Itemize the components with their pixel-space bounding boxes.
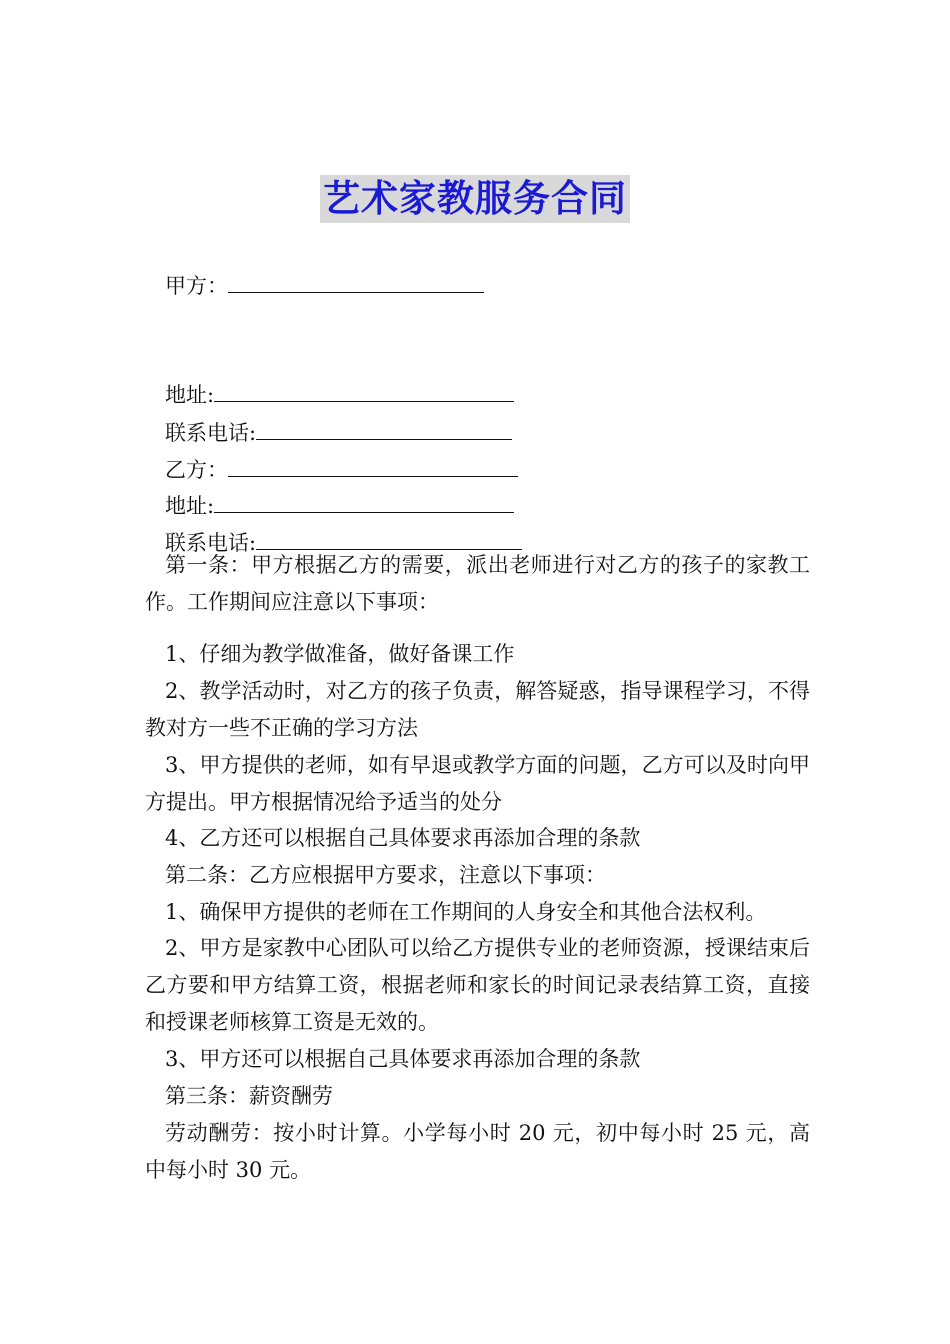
clause-2-item-3: 3、甲方还可以根据自己具体要求再添加合理的条款 [165,1047,641,1071]
clause-1-item-3: 3、甲方提供的老师，如有早退或教学方面的问题，乙方可以及时向甲方提出。甲方根据情况给予适当的处分 [145,753,810,814]
clause-1-heading: 第一条：甲方根据乙方的需要，派出老师进行对乙方的孩子的家教工作。工作期间应注意以下事项： [145,553,810,614]
clause-1-item-2: 2、教学活动时，对乙方的孩子负责，解答疑惑，指导课程学习，不得教对方一些不正确的学习方法 [145,679,810,740]
party-b-phone-label: 联系电话: [165,531,257,555]
party-b-label: 乙方： [165,458,228,482]
document-title: 艺术家教服务合同 [320,175,630,223]
party-a-address-label: 地址: [165,383,215,407]
clause-2-item-2: 2、甲方是家教中心团队可以给乙方提供专业的老师资源，授课结束后乙方要和甲方结算工资，根据老师和家长的时间记录表结算工资，直接和授课老师核算工资是无效的。 [145,936,810,1034]
clause-3-pay: 劳动酬劳：按小时计算。小学每小时 20 元，初中每小时 25 元，高中每小时 30 元。 [145,1121,810,1182]
party-b-address-blank[interactable] [214,490,514,513]
clause-3-heading: 第三条：薪资酬劳 [165,1084,333,1108]
party-b-blank[interactable] [228,454,518,477]
clause-1-item-1: 1、仔细为教学做准备，做好备课工作 [165,642,515,666]
party-b-address-line [165,490,514,521]
party-a-line [165,270,484,301]
party-a-address-blank[interactable] [214,379,514,402]
clause-2-heading: 第二条：乙方应根据甲方要求，注意以下事项： [165,863,606,887]
party-a-label: 甲方： [165,274,228,298]
title-container [0,175,950,223]
party-a-phone-line [165,417,512,448]
clause-2-item-1: 1、确保甲方提供的老师在工作期间的人身安全和其他合法权利。 [165,900,767,924]
party-a-phone-blank[interactable] [256,417,512,440]
party-a-phone-label: 联系电话: [165,421,257,445]
party-a-address-line [165,379,514,410]
party-a-blank[interactable] [228,270,484,293]
party-b-address-label: 地址: [165,494,215,518]
party-b-line [165,454,518,485]
clause-1-item-4: 4、乙方还可以根据自己具体要求再添加合理的条款 [165,826,641,850]
